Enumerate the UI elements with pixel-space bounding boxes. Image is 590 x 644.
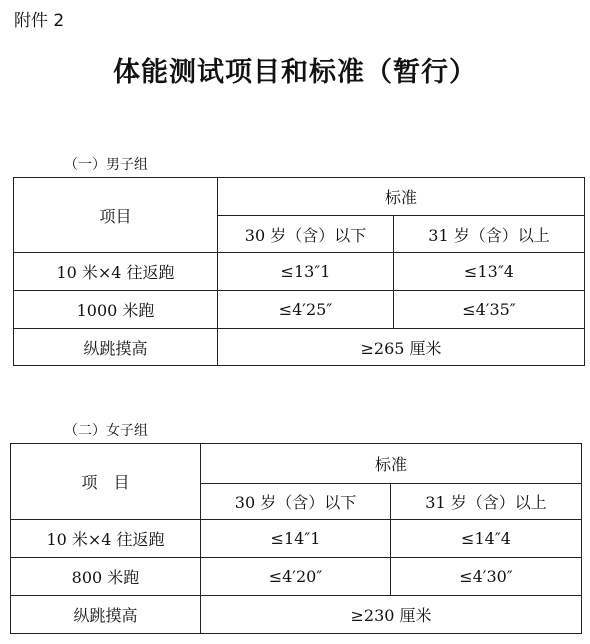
item-cell: 纵跳摸高 — [11, 596, 201, 634]
item-cell: 10 米×4 往返跑 — [11, 520, 201, 558]
table-row — [11, 520, 582, 558]
value-cell-under30: ≤14″1 — [201, 520, 391, 558]
age-header-over31: 31 岁（含）以上 — [394, 216, 585, 253]
value-cell-combined: ≥265 厘米 — [218, 329, 585, 366]
age-header-over31: 31 岁（含）以上 — [391, 484, 582, 520]
item-cell: 800 米跑 — [11, 558, 201, 596]
value-cell-over31: ≤4′35″ — [394, 291, 585, 329]
standards-table-men — [13, 177, 585, 366]
age-header-under30: 30 岁（含）以下 — [201, 484, 391, 520]
value-cell-under30: ≤4′25″ — [218, 291, 394, 329]
item-cell: 10 米×4 往返跑 — [14, 253, 218, 291]
standard-header: 标准 — [201, 444, 582, 484]
value-cell-over31: ≤14″4 — [391, 520, 582, 558]
table-row — [14, 329, 585, 366]
item-header: 项 目 — [11, 444, 201, 520]
age-header-under30: 30 岁（含）以下 — [218, 216, 394, 253]
value-cell-over31: ≤13″4 — [394, 253, 585, 291]
standard-header: 标准 — [218, 178, 585, 216]
group-label-women: （二）女子组 — [64, 423, 148, 439]
item-cell: 纵跳摸高 — [14, 329, 218, 366]
table-row — [14, 291, 585, 329]
standards-table-women — [10, 443, 582, 634]
item-header: 项目 — [14, 178, 218, 253]
value-cell-under30: ≤13″1 — [218, 253, 394, 291]
table-row — [14, 253, 585, 291]
table-row — [11, 596, 582, 634]
item-cell: 1000 米跑 — [14, 291, 218, 329]
value-cell-combined: ≥230 厘米 — [201, 596, 582, 634]
value-cell-under30: ≤4′20″ — [201, 558, 391, 596]
table-row — [11, 558, 582, 596]
page-title: 体能测试项目和标准（暂行） — [113, 57, 477, 88]
group-label-men: （一）男子组 — [64, 157, 148, 173]
value-cell-over31: ≤4′30″ — [391, 558, 582, 596]
attachment-label: 附件 2 — [14, 11, 65, 31]
